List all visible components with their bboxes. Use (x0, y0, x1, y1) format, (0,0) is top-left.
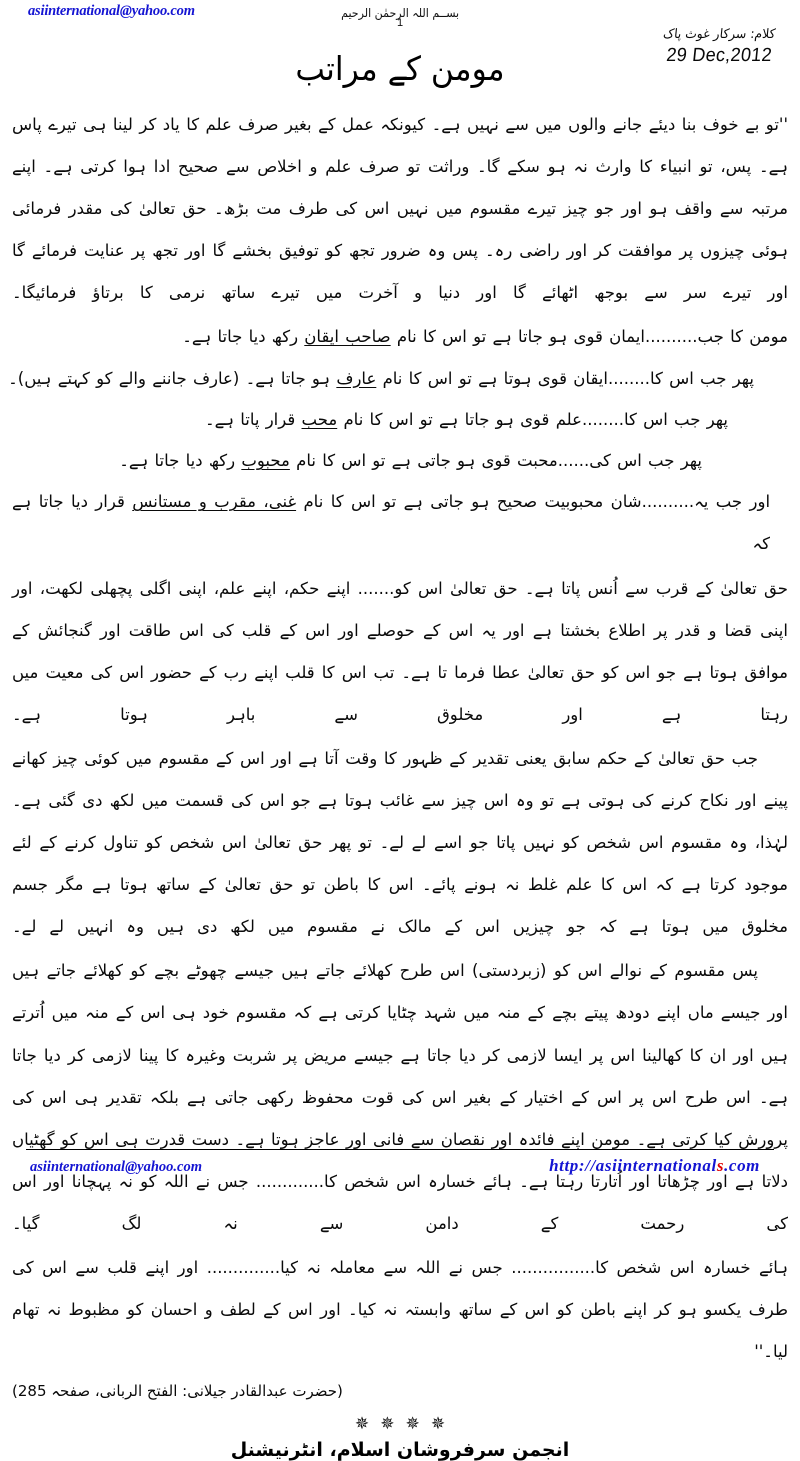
rank-dots: ........ (581, 409, 624, 429)
list-item (12, 399, 728, 440)
diamond-icon: ✵ (430, 1414, 446, 1434)
diamond-icon: ✵ (354, 1414, 370, 1434)
rank-middle: علم قوی ہو جاتا ہے تو اس کا نام (343, 409, 582, 429)
rank-middle: شان محبوبیت صحیح ہو جاتی ہے تو اس کا نام (303, 492, 642, 512)
rank-middle: ایقان قوی ہوتا ہے تو اس کا نام (382, 368, 608, 388)
list-item (12, 481, 770, 564)
rank-prefix: اور جب یہ (694, 492, 771, 512)
footer-url-highlight: s (716, 1156, 725, 1175)
rank-suffix: ہو جاتا ہے۔ (عارف جاننے والے کو کہتے ہیں)۔ (8, 368, 331, 388)
rank-term: غنی، مقرب و مستانس (132, 492, 297, 512)
document-body (8, 104, 788, 1373)
list-item (12, 440, 702, 481)
diamond-icon: ✵ (380, 1414, 395, 1434)
rank-prefix: مومن کا جب (697, 327, 788, 347)
organization-name: انجمن سرفروشان اسلام، انٹرنیشنل (230, 1439, 570, 1461)
rank-middle: محبت قوی ہو جاتی ہے تو اس کا نام (296, 451, 558, 471)
footer-url-prefix: http://asiinternational (549, 1156, 717, 1175)
footer-website-link[interactable] (549, 1156, 770, 1176)
rank-dots: .......... (641, 492, 695, 512)
paragraph-khasara: ہائے خسارہ اس شخص کا................ جس نے اللہ سے معاملہ نہ کیا.............. اور اپنے قلب سے اس کی طرف یکسو ہو کر اپنے باطن کو اس کے ساتھ وابستہ نہ کیا۔ اور اس کے لطف و احسان کو مظبوط نہ تھام لیا۔'' (12, 1257, 788, 1361)
rank-term: محبوب (241, 451, 290, 471)
rank-suffix: قرار دیا جاتا ہے کہ (12, 492, 770, 553)
mumin-ranks-list (8, 316, 788, 564)
paragraph-taqdeer: جب حق تعالیٰ کے حکم سابق یعنی تقدیر کے ظہور کا وقت آتا ہے اور اس کے مقسوم میں کوئی چیز کھانے پینے اور نکاح کرنے کی ہوتی ہے تو وہ اس چیز سے غائب ہوتا ہے جو اس کی قسمت میں لکھ دی گئی ہے۔ لہٰذا، وہ مقسوم اس شخص کو نہیں پاتا جو اسے لے لے۔ تو پھر حق تعالیٰ اس شخص کو تناول کرنے کے لئے موجود کرتا ہے کہ اس کا علم غلط نہ ہونے پائے۔ اس کا باطن تو حق تعالیٰ کے ساتھ ہوتا ہے مگر جسم مخلوق میں ہوتا ہے کہ جو چیزیں اس کے مالک نے مقسوم میں لکھ دی ہیں وہ انہیں لے لے۔ (12, 749, 788, 937)
rank-dots: ........ (607, 368, 650, 388)
rank-term: محب (301, 409, 338, 429)
paragraph-qurb: حق تعالیٰ کے قرب سے اُنس پاتا ہے۔ حق تعالیٰ اس کو....... اپنے حکم، اپنے علم، اپنی اگلی پچھلی لکھت، اور اپنی قضا و قدر پر اطلاع بخشتا ہے اور یہ اس کے حوصلے اور اس کے قلب کی اس طاقت اور گنجائش کے موافق ہوتا ہے جو اس کو حق تعالیٰ عطا فرما تا ہے۔ تب اس کا قلب اپنے رب کے حضور اس کی معیت میں رہتا ہے اور مخلوق سے باہر ہوتا ہے۔ (12, 578, 788, 724)
rank-term: عارف (336, 368, 377, 388)
document-header (0, 0, 800, 100)
decorative-separator (0, 1416, 800, 1433)
bismillah-text: بســم اللہ الرحمٰن الرحیم (341, 6, 459, 20)
rank-dots: ...... (557, 451, 590, 471)
footer-divider (26, 1149, 774, 1150)
page-title: مومن کے مراتب (295, 49, 505, 88)
footer-url-suffix: .com (724, 1156, 760, 1175)
document-date: 29 Dec,2012 (665, 44, 773, 66)
header-email-link[interactable]: asiinternational@yahoo.com (28, 3, 195, 19)
rank-suffix: قرار پاتا ہے۔ (204, 409, 296, 429)
diamond-icon: ✵ (405, 1414, 420, 1434)
rank-middle: ایمان قوی ہو جاتا ہے تو اس کا نام (396, 327, 645, 347)
kalam-credit-text: کلام: سرکار غوث پاک (662, 27, 776, 42)
bismillah-block (0, 2, 800, 29)
citation-reference: (حضرت عبدالقادر جیلانی: الفتح الربانی، صفحہ 285) (12, 1382, 343, 1400)
footer-contact-row (0, 1156, 800, 1176)
rank-dots: .......... (645, 327, 698, 347)
list-item (12, 316, 788, 357)
bismillah-page-number: 1 (396, 17, 404, 29)
rank-suffix: رکھ دیا جاتا ہے۔ (182, 327, 299, 347)
document-footer (0, 1149, 800, 1176)
list-item (8, 358, 754, 399)
rank-prefix: پھر جب اس کا (649, 368, 754, 388)
rank-prefix: پھر جب اس کی (589, 451, 702, 471)
rank-prefix: پھر جب اس کا (623, 409, 728, 429)
rank-term: صاحب ایقان (304, 327, 391, 347)
footer-email-link[interactable]: asiinternational@yahoo.com (30, 1159, 202, 1175)
rank-suffix: رکھ دیا جاتا ہے۔ (119, 451, 236, 471)
paragraph-maqsoom: پس مقسوم کے نوالے اس کو (زبردستی) اس طرح کھلائے جاتے ہیں جیسے چھوٹے بچے کو کھلائے جاتے ہیں اور جیسے ماں اپنے دودھ پیتے بچے کے منہ میں شہد چٹایا کرتی ہے کہ مقسوم خود ہی اس کے منہ میں اُترتے ہیں اور ان کا کھالینا اس پر ایسا لازمی کر دیا جاتا ہے جیسے مریض پر شربت وغیرہ کا پینا لازمی کر دیا جاتا ہے۔ اس طرح اس پر اس کے اختیار کے بغیر اس کی قوت محفوظ رکھی جاتی ہے بلکہ تقدیر ہی اس کی پرورش کیا کرتی ہے۔ مومن اپنے فائدہ اور نقصان سے فانی اور عاجز ہوتا ہے۔ دست قدرت ہی اس کو گھٹیاں دلاتا ہے اور چڑھاتا اور اُتارتا رہتا ہے۔ ہائے خسارہ اس شخص کا............. جس نے اللہ کو نہ پہچانا اور اس کی رحمت کے دامن سے نہ لگ گیا۔ (12, 961, 788, 1233)
paragraph-opening: ''تو بے خوف بنا دیئے جانے والوں میں سے نہیں ہے۔ کیونکہ عمل کے بغیر صرف علم کا یاد کر لینا ہی تیرے پاس ہے۔ پس، تو انبیاء کا وارث نہ ہو سکے گا۔ وراثت تو صرف علم و اخلاص سے صحیح ادا ہوا کرتی ہے۔ اپنے مرتبہ سے واقف ہو اور جو چیز تیرے مقسوم میں نہیں اس کی طرف مت بڑھ۔ حق تعالیٰ کی مقدر فرمائی ہوئی چیزوں پر موافقت کر اور راضی رہ۔ پس وہ ضرور تجھ کو توفیق بخشے گا اور تجھ پر عنایت فرمائے گا اور تیرے سر سے بوجھ اٹھائے گا اور دنیا و آخرت میں تیرے ساتھ نرمی کا برتاؤ فرمائیگا۔ (12, 115, 788, 303)
